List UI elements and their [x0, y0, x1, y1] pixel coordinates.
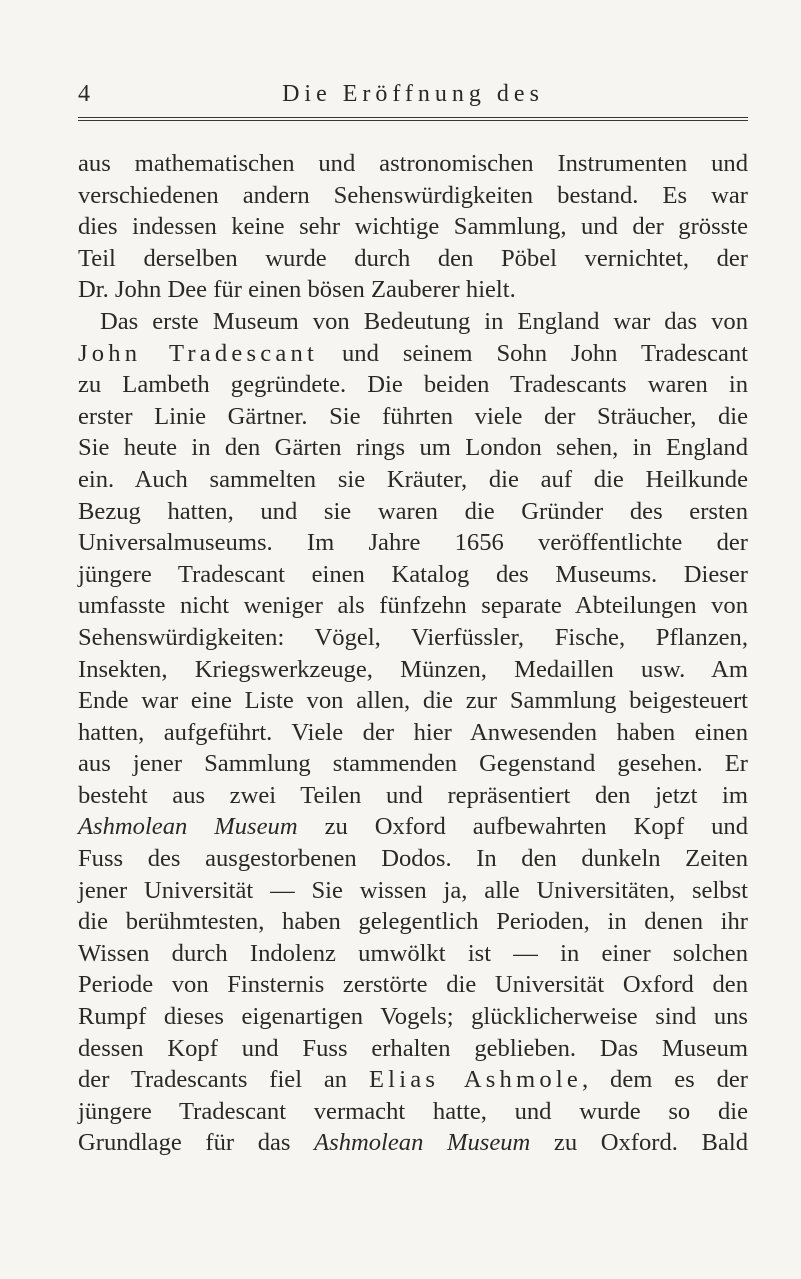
- spaced-name: Elias Ashmole: [368, 1066, 583, 1094]
- header-rule: [78, 120, 748, 121]
- text-line: [78, 748, 748, 780]
- text-line: [78, 1096, 748, 1128]
- text-run: Insekten, Kriegswerkzeuge, Münzen, Medaillen usw. Am: [78, 655, 748, 683]
- text-run: dessen Kopf und Fuss erhalten geblieben. Das Museum: [78, 1034, 748, 1062]
- text-line: [78, 464, 748, 496]
- text-run: der Tradescants fiel an: [78, 1066, 369, 1094]
- text-run: Bezug hatten, und sie waren die Gründer des ersten: [78, 497, 748, 525]
- text-run: Periode von Finsternis zerstörte die Universität Oxford den: [78, 971, 748, 999]
- text-run: erster Linie Gärtner. Sie führten viele der Sträucher, die: [78, 402, 748, 430]
- text-run: Grundlage für das: [78, 1129, 315, 1157]
- text-line: [78, 1033, 748, 1065]
- text-run: besteht aus zwei Teilen und repräsentiert den jetzt im: [78, 781, 748, 809]
- text-line: [78, 496, 748, 528]
- text-line: [78, 148, 748, 180]
- text-line: [78, 211, 748, 243]
- text-line: [78, 274, 748, 306]
- text-line: [78, 401, 748, 433]
- text-line: [78, 243, 748, 275]
- text-run: ein. Auch sammelten sie Kräuter, die auf die Heilkunde: [78, 465, 748, 493]
- text-run: Das erste Museum von Bedeutung in England war das von: [100, 307, 748, 335]
- text-line: [78, 811, 748, 843]
- text-line: [78, 622, 748, 654]
- text-line: [78, 1127, 748, 1159]
- running-title: Die Eröffnung des: [282, 81, 544, 107]
- text-line: [78, 338, 748, 370]
- text-line: [78, 969, 748, 1001]
- text-line: [78, 780, 748, 812]
- text-line: [78, 527, 748, 559]
- text-line: [78, 875, 748, 907]
- text-run: die berühmtesten, haben gelegentlich Perioden, in denen ihr: [78, 908, 748, 936]
- text-line: [78, 559, 748, 591]
- text-run: Sie heute in den Gärten rings um London sehen, in England: [78, 434, 748, 462]
- body-text: [78, 148, 748, 1159]
- text-line: [78, 590, 748, 622]
- text-run: dies indessen keine sehr wichtige Sammlung, und der grösste: [78, 213, 748, 241]
- text-run: Sehenswürdigkeiten: Vögel, Vierfüssler, Fische, Pflanzen,: [78, 623, 748, 651]
- text-run: Fuss des ausgestorbenen Dodos. In den dunkeln Zeiten: [78, 845, 748, 873]
- text-run: Ende war eine Liste von allen, die zur Sammlung beigesteuert: [78, 687, 748, 715]
- text-run: zu Oxford aufbewahrten Kopf und: [297, 813, 748, 841]
- text-line: [78, 685, 748, 717]
- text-line: [78, 1064, 748, 1096]
- text-run: Wissen durch Indolenz umwölkt ist — in einer solchen: [78, 939, 748, 967]
- text-run: aus jener Sammlung stammenden Gegenstand gesehen. Er: [78, 750, 748, 778]
- text-line: [78, 306, 748, 338]
- text-run: zu Lambeth gegründete. Die beiden Tradescants waren in: [78, 371, 748, 399]
- page-header: [78, 78, 748, 118]
- text-line: [78, 906, 748, 938]
- text-run: und seinem Sohn John Tradescant: [318, 339, 748, 367]
- text-run: Rumpf dieses eigenartigen Vogels; glücklicherweise sind uns: [78, 1003, 748, 1031]
- text-line: [78, 717, 748, 749]
- text-line: [78, 1001, 748, 1033]
- text-run: Teil derselben wurde durch den Pöbel vernichtet, der: [78, 244, 748, 272]
- text-run: Dr. John Dee für einen bösen Zauberer hielt.: [78, 276, 516, 304]
- text-run: verschiedenen andern Sehenswürdigkeiten bestand. Es war: [78, 181, 748, 209]
- italic-title: Ashmolean Museum: [314, 1129, 531, 1157]
- italic-title: Ashmolean Museum: [78, 813, 298, 841]
- text-run: jüngere Tradescant vermacht hatte, und wurde so die: [78, 1097, 748, 1125]
- text-run: zu Oxford. Bald: [530, 1129, 748, 1157]
- text-line: [78, 432, 748, 464]
- text-line: [78, 938, 748, 970]
- spaced-name: John Tradescant: [78, 339, 318, 367]
- text-run: , dem es der: [582, 1066, 748, 1094]
- text-line: [78, 369, 748, 401]
- text-line: [78, 654, 748, 686]
- text-line: [78, 843, 748, 875]
- text-run: jüngere Tradescant einen Katalog des Museums. Dieser: [78, 560, 748, 588]
- page-number: 4: [78, 81, 90, 107]
- text-line: [78, 180, 748, 212]
- text-run: umfasste nicht weniger als fünfzehn separate Abteilungen von: [78, 592, 748, 620]
- text-run: hatten, aufgeführt. Viele der hier Anwesenden haben einen: [78, 718, 748, 746]
- text-run: jener Universität — Sie wissen ja, alle Universitäten, selbst: [78, 876, 748, 904]
- text-run: aus mathematischen und astronomischen Instrumenten und: [78, 150, 748, 177]
- header-rule: [78, 117, 748, 118]
- text-run: Universalmuseums. Im Jahre 1656 veröffentlichte der: [78, 529, 748, 557]
